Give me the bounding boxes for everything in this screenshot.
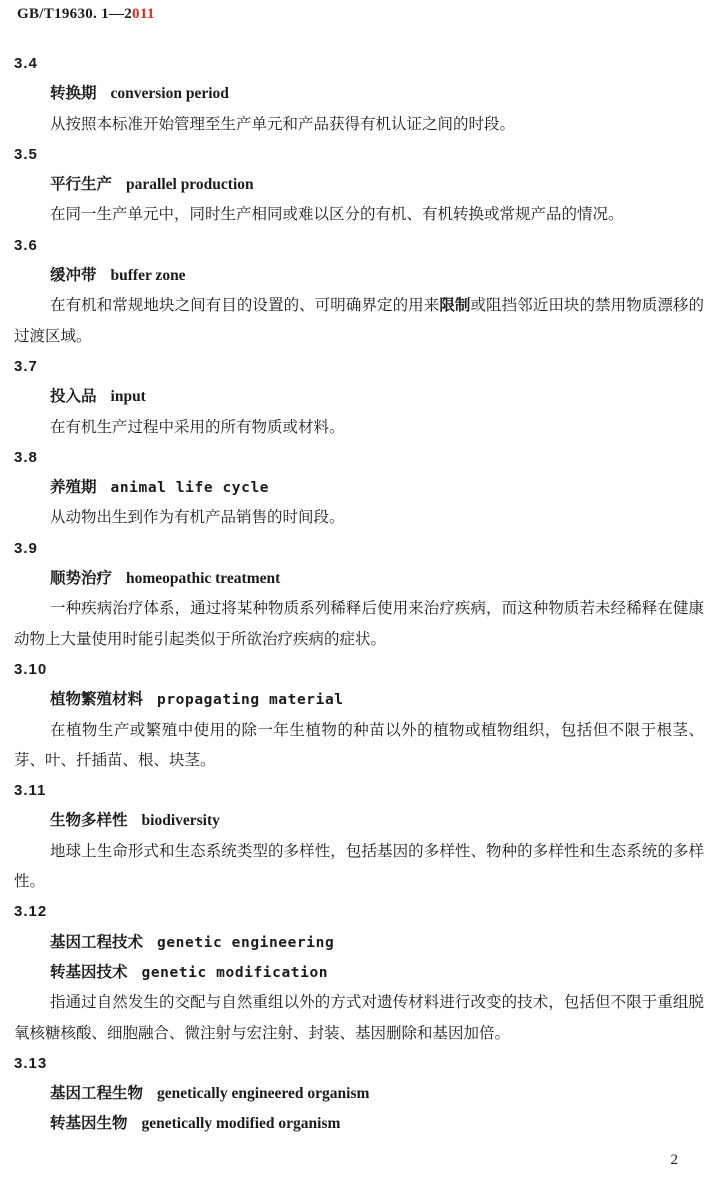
term-chinese: 平行生产 xyxy=(50,176,113,194)
section-3-11 xyxy=(14,776,704,897)
definition-text: 在同一生产单元中，同时生产相同或难以区分的有机、有机转换或常规产品的情况。 xyxy=(50,206,624,224)
section-number: 3.8 xyxy=(14,448,38,466)
definition-text: 一种疾病治疗体系，通过将某种物质系列稀释后使用来治疗疾病，而这种物质若未经稀释在健康动物上大量使用时能引起类似于所欲治疗疾病的症状。 xyxy=(14,600,704,648)
term-english: conversion period xyxy=(110,85,229,103)
section-number: 3.7 xyxy=(14,357,38,375)
definition-paragraph xyxy=(14,291,704,352)
definition-text: 指通过自然发生的交配与自然重组以外的方式对遗传材料进行改变的技术，包括但不限于重组脱氧核糖核酸、细胞融合、微注射与宏注射、封装、基因删除和基因加倍。 xyxy=(14,994,704,1042)
section-number: 3.10 xyxy=(14,660,48,678)
definition-bold-text: 限制 xyxy=(439,297,471,315)
term-english: genetic modification xyxy=(141,964,329,981)
section-3-6 xyxy=(14,231,704,352)
term-english: genetic engineering xyxy=(157,934,335,951)
term-chinese: 顺势治疗 xyxy=(50,570,113,588)
term-english: genetically modified organism xyxy=(141,1115,341,1133)
term-line xyxy=(14,170,704,200)
section-number: 3.6 xyxy=(14,236,38,254)
section-3-13 xyxy=(14,1049,704,1140)
definition-text: 地球上生命形式和生态系统类型的多样性，包括基因的多样性、物种的多样性和生态系统的多样性。 xyxy=(14,842,704,891)
term-chinese: 转基因生物 xyxy=(50,1115,128,1133)
term-english: buffer zone xyxy=(110,267,186,285)
section-number: 3.11 xyxy=(14,782,47,800)
standard-code xyxy=(17,6,155,23)
definition-paragraph xyxy=(14,988,704,1049)
section-3-10 xyxy=(14,655,704,776)
term-english: genetically engineered organism xyxy=(157,1085,370,1103)
term-line xyxy=(14,685,704,715)
definition-text: 从按照本标准开始管理至生产单元和产品获得有机认证之间的时段。 xyxy=(50,115,516,133)
term-english: input xyxy=(110,388,146,406)
term-english: propagating material xyxy=(157,692,344,709)
definition-paragraph xyxy=(14,110,704,140)
definition-text: 在有机和常规地块之间有目的设置的、可明确界定的用来 xyxy=(50,297,440,315)
term-chinese: 投入品 xyxy=(50,388,97,406)
section-number: 3.5 xyxy=(14,145,38,163)
section-number: 3.9 xyxy=(14,539,38,557)
term-chinese: 基因工程生物 xyxy=(50,1085,144,1103)
definition-text: 在植物生产或繁殖中使用的除一年生植物的种苗以外的植物或植物组织，包括但不限于根茎、芽、叶、扦插苗、根、块茎。 xyxy=(14,721,704,769)
term-line xyxy=(14,473,704,503)
term-chinese: 转基因技术 xyxy=(50,963,128,981)
section-3-7 xyxy=(14,352,704,443)
section-3-8 xyxy=(14,443,704,534)
page-number: 2 xyxy=(670,1152,678,1168)
term-chinese: 缓冲带 xyxy=(50,267,97,285)
definition-paragraph xyxy=(14,200,704,230)
term-line xyxy=(14,958,704,988)
term-line xyxy=(14,79,704,109)
section-3-12 xyxy=(14,897,704,1048)
standard-code-black: GB/T19630. 1—2 xyxy=(17,6,133,22)
definition-text: 或阻挡邻近田块的禁用物质漂移的过渡区域。 xyxy=(14,297,704,345)
term-line xyxy=(14,928,704,958)
definition-paragraph xyxy=(14,837,704,898)
term-line xyxy=(14,1109,704,1139)
definition-paragraph xyxy=(14,594,704,655)
section-number: 3.12 xyxy=(14,903,48,921)
section-3-5 xyxy=(14,140,704,231)
term-chinese: 养殖期 xyxy=(50,479,97,497)
section-number: 3.13 xyxy=(14,1054,48,1072)
term-english: animal life cycle xyxy=(110,480,270,497)
standard-code-red: 011 xyxy=(132,6,155,22)
term-english: biodiversity xyxy=(141,812,220,830)
definition-text: 在有机生产过程中采用的所有物质或材料。 xyxy=(50,418,345,436)
definition-text: 从动物出生到作为有机产品销售的时间段。 xyxy=(50,509,345,527)
definition-paragraph xyxy=(14,716,704,777)
definition-paragraph xyxy=(14,503,704,533)
term-chinese: 基因工程技术 xyxy=(50,933,144,951)
term-line xyxy=(14,382,704,412)
term-chinese: 植物繁殖材料 xyxy=(50,691,144,709)
definition-paragraph xyxy=(14,413,704,443)
term-line xyxy=(14,564,704,594)
term-line xyxy=(14,806,704,836)
section-3-4 xyxy=(14,49,704,140)
term-chinese: 生物多样性 xyxy=(50,812,128,830)
terminology-sections xyxy=(14,49,704,1140)
term-line xyxy=(14,261,704,291)
term-chinese: 转换期 xyxy=(50,85,97,103)
section-number: 3.4 xyxy=(14,55,38,72)
term-english: parallel production xyxy=(126,176,254,194)
section-3-9 xyxy=(14,534,704,655)
term-english: homeopathic treatment xyxy=(126,570,281,588)
term-line xyxy=(14,1079,704,1109)
